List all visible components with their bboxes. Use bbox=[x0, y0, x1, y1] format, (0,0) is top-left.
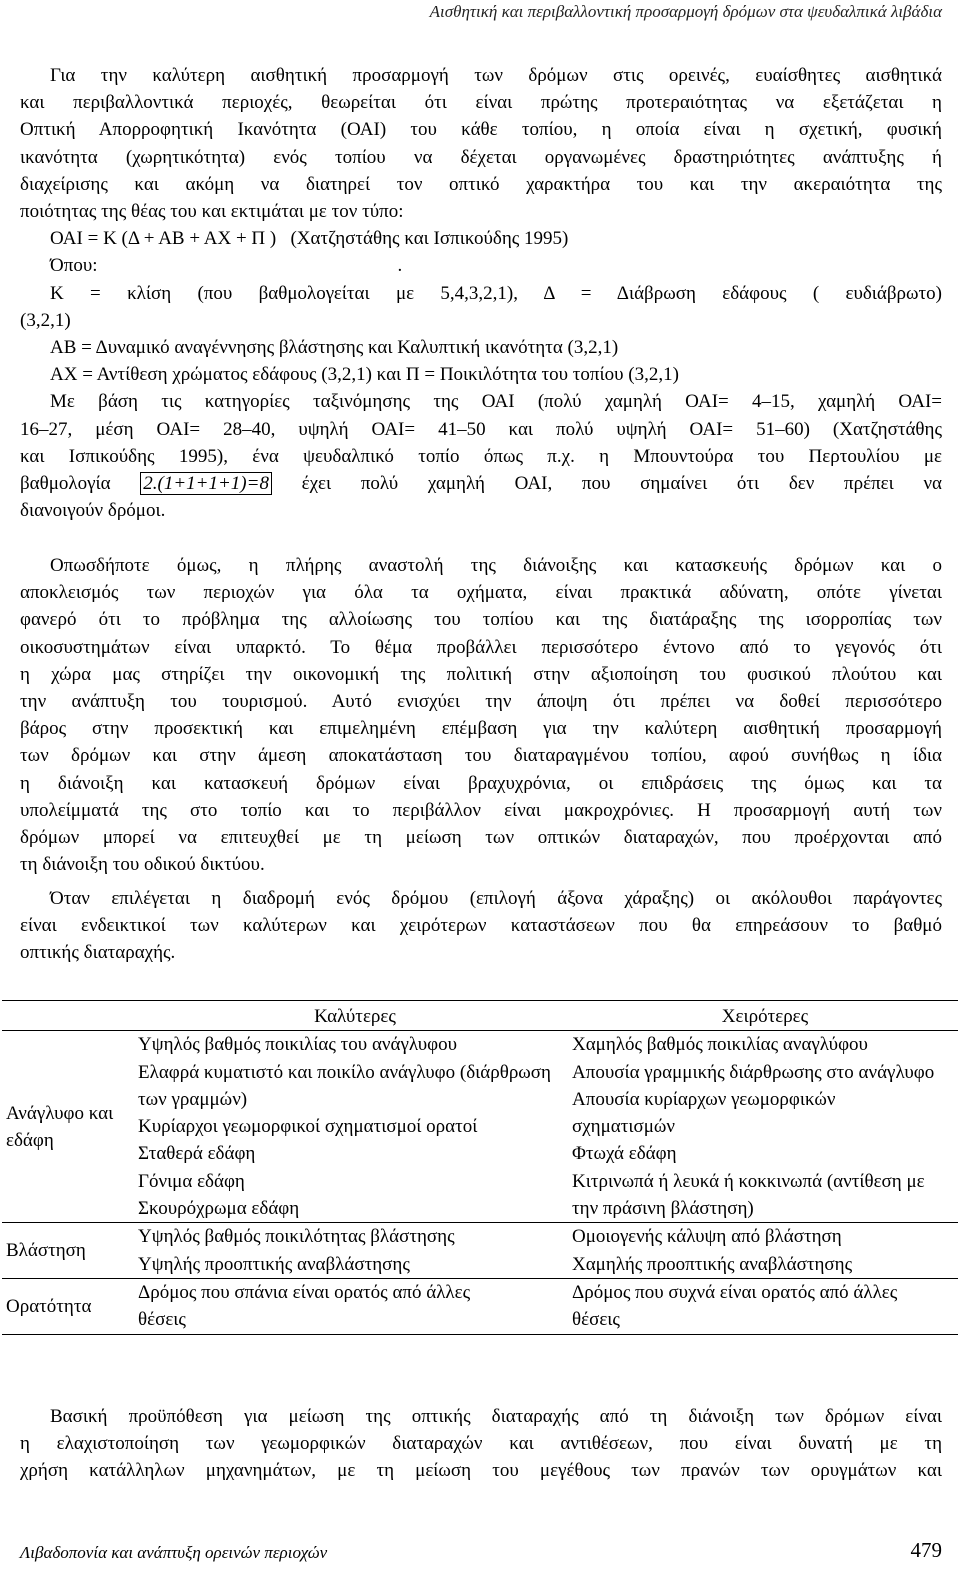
definition-ax: ΑΧ = Αντίθεση χρώματος εδάφους (3,2,1) και Π = Ποικιλότητα του τοπίου (3,2,1) bbox=[50, 364, 679, 386]
oai-formula: ΟΑΙ = Κ (Δ + ΑΒ + ΑΧ + Π ) (Χατζηστάθης και Ισπικούδης 1995) bbox=[50, 228, 569, 250]
text-line: η χώρα μας στηρίζει την οικονομική της πολιτική στην αξιοποίηση του φυσικού πλούτου και bbox=[20, 663, 942, 685]
bottom-paragraph bbox=[20, 1403, 942, 1485]
better-item: Δρόμος που σπάνια είναι ορατός από άλλες θέσεις bbox=[138, 1281, 471, 1331]
text-line: αποκλεισμός των περιοχών για όλα τα οχήματα, είναι πρακτικά αδύνατη, οπότε γίνεται bbox=[20, 582, 942, 604]
text-line: φανερό ότι το πρόβλημα της αλλοίωσης του τοπίου και της διατάραξης της ισορροπίας των bbox=[20, 609, 942, 631]
worse-cell bbox=[572, 1278, 958, 1334]
definition-k-cont: (3,2,1) bbox=[20, 309, 71, 331]
text-line: ποιότητας της θέας του και εκτιμάται με τον τύπο: bbox=[20, 201, 404, 223]
header-worse: Χειρότερες bbox=[572, 1001, 958, 1031]
better-item: Σταθερά εδάφη bbox=[138, 1143, 256, 1165]
table-row bbox=[2, 1031, 958, 1223]
score-pre: βαθμολογία bbox=[20, 473, 141, 495]
text-line: ικανότητα (χωρητικότητα) ενός τοπίου να δέχεται οργανωμένες δραστηριότητες ανάπτυξης ή bbox=[20, 146, 942, 168]
text-line: Οπωσδήποτε όμως, η πλήρης αναστολή της διάνοιξης και κατασκευής δρόμων και ο bbox=[50, 555, 942, 576]
text-line: η ελαχιστοποίηση των γεωμορφικών διαταραχών και αντιθέσεων, που είναι δυνατή με τη bbox=[20, 1433, 942, 1455]
better-cell bbox=[138, 1223, 572, 1279]
worse-item: Χαμηλής προοπτικής αναβλάστησης bbox=[572, 1253, 853, 1275]
worse-item: Δρόμος που συχνά είναι ορατός από άλλες θέσεις bbox=[572, 1281, 898, 1331]
better-item: Υψηλής προοπτικής αναβλάστησης bbox=[138, 1253, 410, 1275]
better-item: Γόνιμα εδάφη bbox=[138, 1170, 245, 1192]
score-line bbox=[20, 470, 942, 497]
text-line: Για την καλύτερη αισθητική προσαρμογή των δρόμων στις ορεινές, ευαίσθητες αισθητικά bbox=[50, 65, 942, 86]
header-empty-cell bbox=[2, 1001, 138, 1031]
better-item: Σκουρόχρωμα εδάφη bbox=[138, 1198, 300, 1220]
definition-ab: ΑΒ = Δυναμικό αναγέννησης βλάστησης και Καλυπτική ικανότητα (3,2,1) bbox=[50, 337, 619, 359]
text-line: οικοσυστημάτων είναι υπαρκτό. Το θέμα προβάλλει περισσότερο έντονο από το γεγονός ότι bbox=[20, 636, 942, 658]
text-line: οπτικής διαταραχής. bbox=[20, 942, 176, 964]
where-dot: . bbox=[397, 255, 403, 277]
score-post: έχει πολύ χαμηλή ΟΑΙ, που σημαίνει ότι δεν πρέπει να bbox=[271, 473, 942, 495]
worse-item: Φτωχά εδάφη bbox=[572, 1143, 677, 1165]
text-line: είναι ενδεικτικοί των καλύτερων και χειρότερων καταστάσεων που θα επηρεάσουν το βαθμό bbox=[20, 915, 942, 937]
better-cell bbox=[138, 1278, 572, 1334]
text-line: και Ισπικούδης 1995), ένα ψευδαλπικό τοπίο όπως π.χ. η Μπουντούρα του Περτουλίου με bbox=[20, 445, 942, 467]
worse-item: Ομοιογενής κάλυψη από βλάστηση bbox=[572, 1226, 842, 1248]
worse-item: Χαμηλός βαθμός ποικιλίας αναγλύφου bbox=[572, 1034, 868, 1056]
better-cell bbox=[138, 1031, 572, 1223]
table-row bbox=[2, 1278, 958, 1334]
better-item: Κυρίαρχοι γεωμορφικοί σχηματισμοί ορατοί bbox=[138, 1116, 478, 1138]
text-line: Βασική προϋπόθεση για μείωση της οπτικής διαταραχής από τη διάνοιξη των δρόμων είναι bbox=[50, 1406, 942, 1427]
table-row bbox=[2, 1223, 958, 1279]
comparison-table bbox=[2, 1000, 958, 1335]
text-line: η διάνοιξη και κατασκευή δρόμων είναι βραχυχρόνια, οι επιδράσεις της όμως και τα bbox=[20, 772, 942, 794]
text-line: Οπτική Απορροφητική Ικανότητα (ΟΑΙ) του κάθε τοπίου, η οποία είναι η σχετική, φυσική bbox=[20, 119, 942, 141]
running-header: Αισθητική και περιβαλλοντική προσαρμογή δρόμων στα ψευδαλπικά λιβάδια bbox=[429, 2, 942, 21]
definition-k: Κ = κλίση (που βαθμολογείται με 5,4,3,2,1), Δ = Διάβρωση εδάφους ( ευδιάβρωτο) bbox=[50, 282, 942, 304]
table-header-row bbox=[2, 1001, 958, 1031]
text-line: βάρος στην προσεκτική και επιμελημένη επέμβαση για την καλύτερη αισθητική προσαρμογή bbox=[20, 718, 942, 740]
second-paragraph bbox=[20, 552, 942, 878]
where-label bbox=[20, 252, 942, 279]
text-line: Όταν επιλέγεται η διαδρομή ενός δρόμου (επιλογή άξονα χάραξης) οι ακόλουθοι παράγοντες bbox=[50, 888, 942, 909]
worse-cell bbox=[572, 1031, 958, 1223]
text-line: 16–27, μέση ΟΑΙ= 28–40, υψηλή ΟΑΙ= 41–50 και πολύ υψηλή ΟΑΙ= 51–60) (Χατζηστάθης bbox=[20, 418, 942, 440]
text-line: δρόμων μπορεί να επιτευχθεί με τη μείωση των οπτικών διαταραχών, που προέρχονται από bbox=[20, 827, 942, 849]
better-item: Υψηλός βαθμός ποικιλίας του ανάγλυφου bbox=[138, 1034, 458, 1056]
text-line: την ανάπτυξη του τουρισμού. Αυτό ενισχύει την άποψη ότι πρέπει να δοθεί περισσότερο bbox=[20, 691, 942, 713]
worse-cell bbox=[572, 1223, 958, 1279]
row-label: Ορατότητα bbox=[2, 1278, 138, 1334]
better-item: Υψηλός βαθμός ποικιλότητας βλάστησης bbox=[138, 1226, 455, 1248]
text-line: υπολείμματά της στο τοπίο και το περιβάλλον είναι μακροχρόνιες. Η προσαρμογή αυτή των bbox=[20, 799, 942, 821]
footer-book-title: Λιβαδοπονία και ανάπτυξη ορεινών περιοχών bbox=[20, 1543, 328, 1562]
worse-item: Απουσία κυρίαρχων γεωμορφικών σχηματισμών bbox=[572, 1088, 836, 1138]
score-formula-box: 2.(1+1+1+1)=8 bbox=[140, 472, 272, 495]
header-better: Καλύτερες bbox=[138, 1001, 572, 1031]
text-line: Με βάση τις κατηγορίες ταξινόμησης της ΟΑΙ (πολύ χαμηλή ΟΑΙ= 4–15, χαμηλή ΟΑΙ= bbox=[50, 391, 942, 413]
row-label: Ανάγλυφο και εδάφη bbox=[2, 1031, 138, 1223]
third-paragraph bbox=[20, 885, 942, 967]
text-line: των δρόμων και στην άμεση αποκατάσταση του διαταραγμένου τοπίου, αφού συνήθως η ίδια bbox=[20, 745, 942, 767]
better-item: Ελαφρά κυματιστό και ποικίλο ανάγλυφο (διάρθρωση των γραμμών) bbox=[138, 1061, 551, 1110]
worse-item: Κιτρινωπά ή λευκά ή κοκκινωπά (αντίθεση με την πράσινη βλάστηση) bbox=[572, 1170, 925, 1220]
intro-paragraph bbox=[20, 62, 942, 524]
worse-item: Απουσία γραμμικής διάρθρωσης στο ανάγλυφο bbox=[572, 1061, 935, 1083]
text-line: τη διάνοιξη του οδικού δικτύου. bbox=[20, 854, 265, 876]
text-line: διανοιγούν δρόμοι. bbox=[20, 500, 166, 522]
where-text: Όπου: bbox=[50, 255, 98, 277]
text-line: διαχείρισης και ακόμη να διατηρεί τον οπτικό χαρακτήρα του και την ακεραιότητα της bbox=[20, 173, 942, 195]
text-line: χρήση κατάλληλων μηχανημάτων, με τη μείωση του μεγέθους των πρανών των ορυγμάτων και bbox=[20, 1460, 942, 1482]
row-label: Βλάστηση bbox=[2, 1223, 138, 1279]
page-number: 479 bbox=[910, 1538, 942, 1562]
text-line: και περιβαλλοντικά περιοχές, θεωρείται ότι είναι πρώτης προτεραιότητας να εξετάζεται η bbox=[20, 92, 942, 114]
